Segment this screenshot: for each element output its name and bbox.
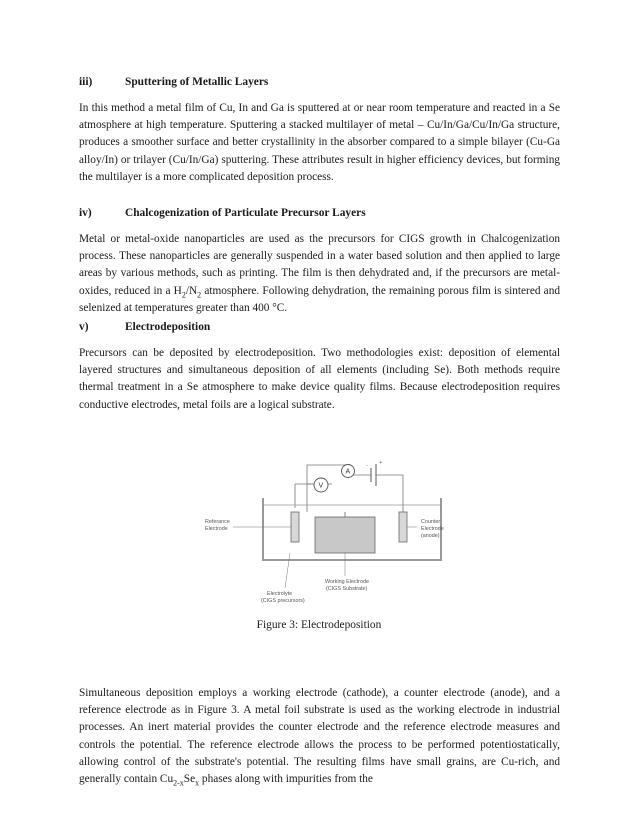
section-number: iv) — [79, 207, 92, 219]
battery-plus-label: + — [379, 460, 383, 466]
counter-electrode-label-2: Electrode — [421, 526, 444, 532]
paragraph-sputtering: In this method a metal film of Cu, In and Ga is sputtered at or near room temperature and reacted in a Se atmosphere at high temperature. Sputtering a stacked multilayer of metal – Cu/In/Ga/Cu/In/Ga structure, produces a smoother surface and better crystallinity in the absorber compared to a simple bilayer (Cu-Ga alloy/In) or trilayer (Cu/In/Ga) sputtering. These attributes result in higher efficiency devices, but forming the multilayer is a more complicated deposition process. — [79, 102, 560, 183]
section-number: v) — [79, 321, 89, 333]
pointer-electrolyte — [285, 553, 290, 588]
counter-electrode-label-3: (anode) — [421, 533, 440, 539]
working-electrode-label: Working Electrode — [325, 579, 369, 585]
electrolyte-label: Electrolyte — [267, 591, 293, 597]
electrodeposition-diagram — [195, 460, 465, 610]
voltmeter-label: V — [318, 482, 324, 490]
counter-electrode-label: Counter — [421, 519, 441, 525]
section-title: Chalcogenization of Particulate Precursor Layers — [125, 207, 366, 219]
reference-electrode-label: Referance — [205, 519, 230, 525]
working-electrode — [315, 517, 375, 553]
section-number: iii) — [79, 76, 93, 88]
battery-minus-label: - — [366, 463, 368, 469]
wire-battery-counter — [376, 475, 403, 512]
section-heading-sputtering — [79, 75, 268, 89]
reference-electrode — [291, 512, 299, 542]
paragraph-simultaneous-deposition: Simultaneous deposition employs a working electrode (cathode), a counter electrode (anode), and a reference electrode as in Figure 3. A metal foil substrate is used as the working electrode in industrial processes. An inert material provides the counter electrode and the reference electrode measures and controls the potential. The reference electrode allows the process to be performed potentiostatically, allowing control of the substrate's potential. The resulting films have small grains, are Cu-rich, and generally contain $Cu_{2-x}Se_x$ phases along with impurities from the — [79, 687, 560, 788]
section-title: Electrodeposition — [125, 321, 211, 333]
section-title: Sputtering of Metallic Layers — [125, 76, 269, 88]
section-heading-chalcogenization — [79, 206, 366, 220]
counter-electrode — [399, 512, 407, 542]
electrolyte-label-2: (CIGS precursors) — [261, 598, 305, 604]
paragraph-electrodeposition: Precursors can be deposited by electrodeposition. Two methodologies exist: deposition of elemental layered structures and simultaneous deposition of all elements (including Se). Both methods require thermal treatment in a Se atmosphere to make device quality films. Because electrodeposition requires conductive electrodes, metal foils are a logical substrate. — [79, 347, 560, 411]
working-electrode-label-2: (CIGS Substrate) — [326, 586, 368, 592]
figure-caption: Figure 3: Electrodeposition — [256, 619, 382, 631]
section-heading-electrodeposition — [79, 320, 210, 334]
reference-electrode-label-2: Electrode — [205, 526, 228, 532]
paragraph-chalcogenization: Metal or metal-oxide nanoparticles are used as the precursors for CIGS growth in Chalcogenization process. These nanoparticles are generally suspended in a water based solution and then applied to large areas by various methods, such as printing. The film is then dehydrated and, if the precursors are metal-oxides, reduced in a $H_2/N_2$ atmosphere. Following dehydration, the remaining porous film is sintered and selenized at temperatures greater than 400 °C. — [79, 233, 560, 314]
ammeter-label: A — [345, 468, 351, 476]
